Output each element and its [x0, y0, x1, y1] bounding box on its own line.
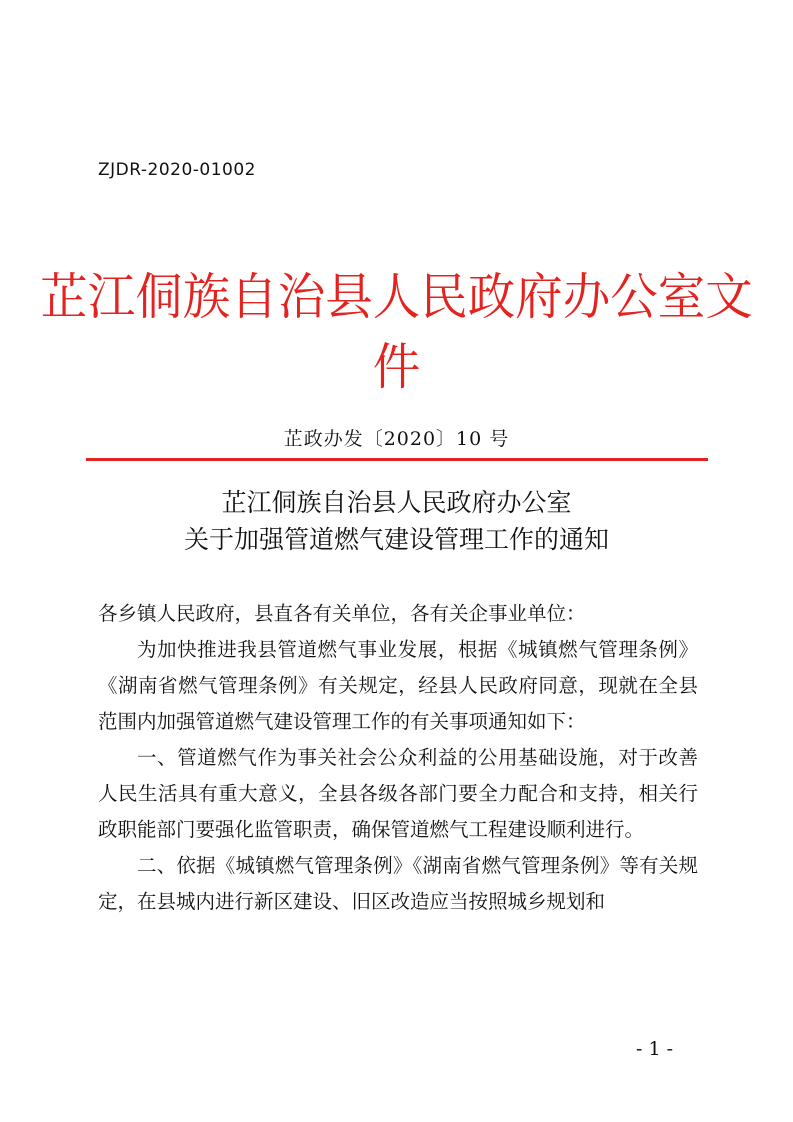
paragraph-item-2: 二、依据《城镇燃气管理条例》《湖南省燃气管理条例》等有关规定，在县城内进行新区建设、旧区改造应当按照城乡规划和: [98, 854, 698, 913]
title-line-1: 芷江侗族自治县人民政府办公室: [221, 488, 572, 517]
issuer-header: 芷江侗族自治县人民政府办公室文件: [40, 268, 753, 396]
title-line-2: 关于加强管道燃气建设管理工作的通知: [183, 525, 609, 554]
red-divider: [86, 458, 708, 461]
paragraph-item-1: 一、管道燃气作为事关社会公众利益的公用基础设施，对于改善人民生活具有重大意义，全县各级各部门要全力配合和支持，相关行政职能部门要强化监管职责，确保管道燃气工程建设顺利进行。: [98, 746, 698, 841]
document-title: [0, 484, 793, 558]
paragraph-intro: 为加快推进我县管道燃气事业发展，根据《城镇燃气管理条例》《湖南省燃气管理条例》有关规定，经县人民政府同意，现就在全县范围内加强管道燃气建设管理工作的有关事项通知如下：: [98, 638, 698, 733]
document-number: 芷政办发〔2020〕10 号: [283, 428, 510, 450]
document-body: [98, 596, 698, 920]
document-code: ZJDR-2020-01002: [98, 160, 256, 180]
salutation: 各乡镇人民政府，县直各有关单位，各有关企事业单位：: [98, 602, 586, 625]
page-number: - 1 -: [636, 1038, 674, 1060]
